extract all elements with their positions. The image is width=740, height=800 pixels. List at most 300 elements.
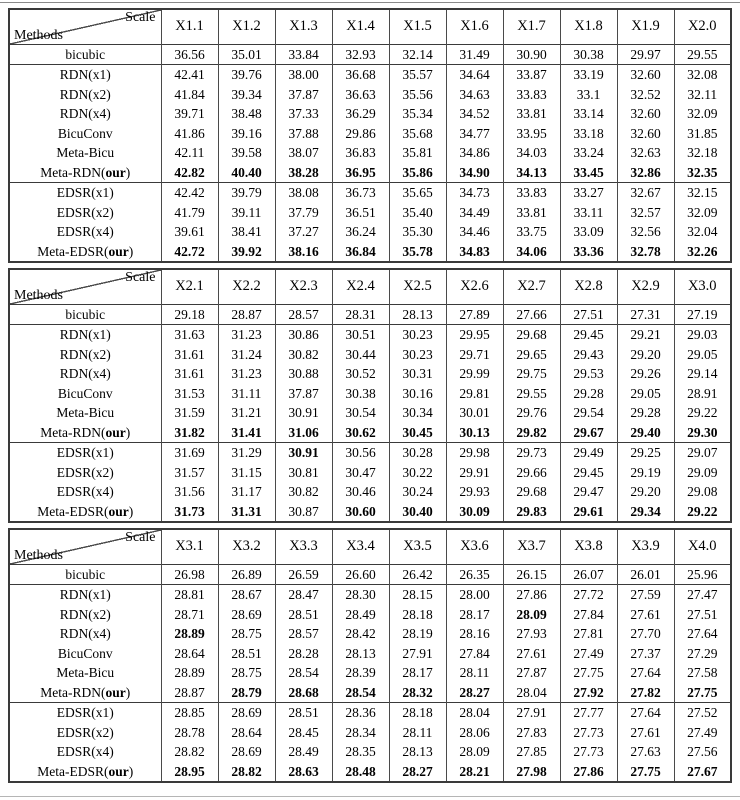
method-name: RDN(x1) [9,65,161,85]
psnr-value: 37.79 [275,203,332,223]
psnr-value: 30.38 [332,384,389,404]
psnr-value: 28.49 [275,742,332,762]
psnr-value: 28.49 [332,605,389,625]
psnr-value: 42.82 [161,163,218,183]
method-group [9,304,731,325]
table-row [9,65,731,85]
psnr-value: 29.05 [617,384,674,404]
psnr-value: 34.52 [446,104,503,124]
method-group [9,443,731,523]
scale-column-header: X1.4 [332,9,389,44]
psnr-value: 26.35 [446,564,503,585]
psnr-value: 34.63 [446,85,503,105]
psnr-value: 28.13 [389,742,446,762]
psnr-value: 28.57 [275,624,332,644]
psnr-value: 38.00 [275,65,332,85]
psnr-value: 30.09 [446,502,503,523]
psnr-value: 33.11 [560,203,617,223]
method-name: Meta-RDN(our) [9,163,161,183]
psnr-value: 30.16 [389,384,446,404]
table-row [9,742,731,762]
psnr-value: 30.52 [332,364,389,384]
psnr-value: 28.51 [275,605,332,625]
psnr-value: 40.40 [218,163,275,183]
table-row [9,703,731,723]
method-name: RDN(x1) [9,325,161,345]
table-row [9,762,731,783]
scale-column-header: X2.6 [446,269,503,304]
psnr-value: 28.06 [446,723,503,743]
scale-column-header: X1.7 [503,9,560,44]
psnr-value: 34.03 [503,143,560,163]
scale-column-header: X2.2 [218,269,275,304]
psnr-value: 31.73 [161,502,218,523]
psnr-value: 27.87 [503,663,560,683]
psnr-value: 28.34 [332,723,389,743]
psnr-value: 30.28 [389,443,446,463]
psnr-value: 36.29 [332,104,389,124]
psnr-value: 32.09 [674,104,731,124]
psnr-value: 33.75 [503,222,560,242]
psnr-value: 36.63 [332,85,389,105]
psnr-value: 31.24 [218,345,275,365]
psnr-value: 28.16 [446,624,503,644]
method-name: EDSR(x4) [9,742,161,762]
psnr-value: 32.11 [674,85,731,105]
psnr-value: 28.95 [161,762,218,783]
top-rule-divider [0,2,740,3]
table-row [9,585,731,605]
table-row [9,624,731,644]
psnr-value: 33.36 [560,242,617,263]
scale-column-header: X3.2 [218,529,275,564]
psnr-value: 30.88 [275,364,332,384]
psnr-value: 38.41 [218,222,275,242]
method-name: EDSR(x2) [9,463,161,483]
table-row [9,242,731,263]
psnr-value: 31.06 [275,423,332,443]
psnr-value: 34.64 [446,65,503,85]
psnr-value: 28.87 [161,683,218,703]
psnr-value: 29.18 [161,304,218,325]
psnr-value: 31.61 [161,364,218,384]
psnr-value: 35.30 [389,222,446,242]
method-name: bicubic [9,564,161,585]
psnr-value: 27.51 [674,605,731,625]
methods-label: Methods [14,547,63,563]
psnr-value: 26.42 [389,564,446,585]
scale-column-header: X1.8 [560,9,617,44]
psnr-value: 30.45 [389,423,446,443]
psnr-value: 31.17 [218,482,275,502]
method-name: RDN(x2) [9,85,161,105]
table-row [9,663,731,683]
method-name: RDN(x2) [9,345,161,365]
psnr-value: 26.89 [218,564,275,585]
psnr-value: 31.49 [446,44,503,65]
psnr-value: 28.36 [332,703,389,723]
psnr-value: 36.51 [332,203,389,223]
psnr-value: 29.05 [674,345,731,365]
psnr-value: 29.22 [674,502,731,523]
psnr-value: 35.34 [389,104,446,124]
psnr-value: 30.60 [332,502,389,523]
psnr-value: 25.96 [674,564,731,585]
psnr-value: 27.29 [674,644,731,664]
method-name: bicubic [9,44,161,65]
psnr-value: 27.82 [617,683,674,703]
psnr-value: 35.86 [389,163,446,183]
method-name: RDN(x1) [9,585,161,605]
psnr-table-x2.1-x3.0 [8,268,732,523]
scale-label: Scale [125,10,156,25]
psnr-value: 32.18 [674,143,731,163]
psnr-value: 31.21 [218,403,275,423]
psnr-value: 29.08 [674,482,731,502]
method-name: BicuConv [9,644,161,664]
psnr-value: 30.90 [503,44,560,65]
psnr-value: 29.68 [503,482,560,502]
method-group [9,703,731,783]
table-row [9,644,731,664]
psnr-value: 29.73 [503,443,560,463]
method-name: bicubic [9,304,161,325]
psnr-value: 30.82 [275,482,332,502]
psnr-value: 31.41 [218,423,275,443]
psnr-value: 29.26 [617,364,674,384]
table-row [9,183,731,203]
psnr-value: 36.24 [332,222,389,242]
psnr-value: 29.28 [560,384,617,404]
scale-label: Scale [125,270,156,285]
psnr-value: 42.42 [161,183,218,203]
psnr-value: 30.54 [332,403,389,423]
psnr-value: 27.19 [674,304,731,325]
psnr-value: 33.84 [275,44,332,65]
psnr-value: 29.07 [674,443,731,463]
scale-column-header: X2.4 [332,269,389,304]
psnr-value: 37.27 [275,222,332,242]
psnr-value: 30.86 [275,325,332,345]
method-group [9,65,731,183]
psnr-value: 29.66 [503,463,560,483]
psnr-value: 29.53 [560,364,617,384]
psnr-value: 28.28 [275,644,332,664]
psnr-value: 33.83 [503,85,560,105]
psnr-value: 27.85 [503,742,560,762]
psnr-value: 34.90 [446,163,503,183]
psnr-value: 28.27 [389,762,446,783]
scale-column-header: X3.9 [617,529,674,564]
psnr-value: 27.89 [446,304,503,325]
psnr-value: 29.25 [617,443,674,463]
psnr-value: 29.45 [560,463,617,483]
table-row [9,564,731,585]
psnr-value: 32.04 [674,222,731,242]
psnr-value: 31.57 [161,463,218,483]
psnr-value: 27.67 [674,762,731,783]
psnr-value: 28.35 [332,742,389,762]
psnr-value: 41.86 [161,124,218,144]
method-name: RDN(x4) [9,364,161,384]
method-name: RDN(x4) [9,104,161,124]
table-row [9,384,731,404]
scale-label: Scale [125,530,156,545]
psnr-value: 32.86 [617,163,674,183]
psnr-value: 37.87 [275,384,332,404]
table-row [9,104,731,124]
psnr-value: 27.56 [674,742,731,762]
psnr-value: 28.69 [218,742,275,762]
psnr-value: 39.92 [218,242,275,263]
psnr-value: 30.51 [332,325,389,345]
psnr-value: 28.30 [332,585,389,605]
method-name: EDSR(x1) [9,703,161,723]
scale-column-header: X3.1 [161,529,218,564]
psnr-value: 28.81 [161,585,218,605]
psnr-value: 28.91 [674,384,731,404]
psnr-value: 26.15 [503,564,560,585]
scale-column-header: X3.8 [560,529,617,564]
psnr-value: 33.87 [503,65,560,85]
scale-column-header: X2.9 [617,269,674,304]
psnr-value: 28.31 [332,304,389,325]
psnr-value: 27.86 [560,762,617,783]
psnr-value: 29.81 [446,384,503,404]
psnr-value: 28.09 [446,742,503,762]
psnr-value: 31.29 [218,443,275,463]
psnr-value: 34.46 [446,222,503,242]
psnr-value: 28.17 [389,663,446,683]
psnr-value: 28.18 [389,605,446,625]
psnr-value: 32.52 [617,85,674,105]
psnr-value: 38.48 [218,104,275,124]
psnr-value: 27.73 [560,742,617,762]
psnr-value: 33.83 [503,183,560,203]
scale-column-header: X3.0 [674,269,731,304]
psnr-value: 27.51 [560,304,617,325]
psnr-value: 32.60 [617,65,674,85]
psnr-value: 35.40 [389,203,446,223]
psnr-value: 36.84 [332,242,389,263]
psnr-table-x1.1-x2.0 [8,8,732,263]
psnr-value: 32.93 [332,44,389,65]
bottom-rule-divider [0,796,740,797]
psnr-value: 39.16 [218,124,275,144]
method-group [9,183,731,263]
psnr-value: 27.49 [674,723,731,743]
method-name: BicuConv [9,384,161,404]
psnr-value: 27.75 [617,762,674,783]
psnr-value: 28.11 [446,663,503,683]
psnr-value: 30.40 [389,502,446,523]
results-tables-container [8,8,732,788]
psnr-value: 31.63 [161,325,218,345]
psnr-value: 32.15 [674,183,731,203]
psnr-value: 35.56 [389,85,446,105]
psnr-value: 28.32 [389,683,446,703]
psnr-value: 28.67 [218,585,275,605]
psnr-value: 42.41 [161,65,218,85]
methods-label: Methods [14,27,63,43]
method-name: EDSR(x4) [9,482,161,502]
psnr-value: 29.99 [446,364,503,384]
psnr-value: 37.87 [275,85,332,105]
psnr-value: 30.87 [275,502,332,523]
psnr-value: 29.09 [674,463,731,483]
psnr-value: 32.67 [617,183,674,203]
scale-methods-diagonal-header [9,529,161,564]
scale-methods-diagonal-header [9,269,161,304]
psnr-value: 28.75 [218,624,275,644]
table-row [9,345,731,365]
psnr-value: 39.79 [218,183,275,203]
method-name: Meta-Bicu [9,663,161,683]
psnr-value: 27.84 [446,644,503,664]
table-row [9,203,731,223]
psnr-value: 33.09 [560,222,617,242]
psnr-value: 28.09 [503,605,560,625]
psnr-value: 29.40 [617,423,674,443]
psnr-value: 32.26 [674,242,731,263]
psnr-table-x3.1-x4.0 [8,528,732,783]
psnr-value: 29.55 [674,44,731,65]
psnr-value: 28.04 [446,703,503,723]
psnr-value: 26.07 [560,564,617,585]
psnr-value: 31.11 [218,384,275,404]
psnr-value: 27.84 [560,605,617,625]
psnr-value: 35.81 [389,143,446,163]
psnr-value: 28.54 [275,663,332,683]
psnr-value: 29.86 [332,124,389,144]
psnr-value: 29.30 [674,423,731,443]
psnr-value: 28.13 [389,304,446,325]
psnr-value: 30.34 [389,403,446,423]
table-row [9,163,731,183]
psnr-value: 28.51 [218,644,275,664]
psnr-value: 27.91 [503,703,560,723]
psnr-value: 29.43 [560,345,617,365]
psnr-value: 29.71 [446,345,503,365]
psnr-value: 27.83 [503,723,560,743]
psnr-value: 28.04 [503,683,560,703]
psnr-value: 31.69 [161,443,218,463]
psnr-value: 33.18 [560,124,617,144]
psnr-value: 41.84 [161,85,218,105]
psnr-value: 29.47 [560,482,617,502]
psnr-value: 27.75 [560,663,617,683]
table-row [9,304,731,325]
psnr-value: 29.55 [503,384,560,404]
psnr-value: 35.01 [218,44,275,65]
scale-column-header: X2.1 [161,269,218,304]
psnr-value: 32.78 [617,242,674,263]
psnr-value: 33.14 [560,104,617,124]
method-name: EDSR(x2) [9,203,161,223]
psnr-value: 26.01 [617,564,674,585]
scale-column-header: X2.0 [674,9,731,44]
scale-column-header: X3.3 [275,529,332,564]
psnr-value: 27.91 [389,644,446,664]
psnr-value: 27.63 [617,742,674,762]
psnr-value: 28.78 [161,723,218,743]
psnr-value: 34.73 [446,183,503,203]
psnr-value: 36.68 [332,65,389,85]
psnr-value: 28.13 [332,644,389,664]
psnr-value: 39.11 [218,203,275,223]
psnr-value: 33.24 [560,143,617,163]
psnr-value: 35.65 [389,183,446,203]
psnr-value: 30.38 [560,44,617,65]
psnr-value: 27.77 [560,703,617,723]
scale-column-header: X3.5 [389,529,446,564]
psnr-value: 31.82 [161,423,218,443]
scale-column-header: X3.4 [332,529,389,564]
method-name: EDSR(x1) [9,183,161,203]
psnr-value: 28.82 [161,742,218,762]
methods-label: Methods [14,287,63,303]
method-name: RDN(x2) [9,605,161,625]
psnr-value: 30.31 [389,364,446,384]
psnr-value: 28.45 [275,723,332,743]
psnr-value: 28.15 [389,585,446,605]
psnr-value: 26.60 [332,564,389,585]
psnr-value: 29.65 [503,345,560,365]
psnr-value: 31.56 [161,482,218,502]
psnr-value: 33.95 [503,124,560,144]
psnr-value: 29.28 [617,403,674,423]
psnr-value: 28.64 [161,644,218,664]
psnr-value: 28.18 [389,703,446,723]
psnr-value: 27.59 [617,585,674,605]
method-name: EDSR(x1) [9,443,161,463]
psnr-value: 28.75 [218,663,275,683]
psnr-value: 27.64 [617,703,674,723]
psnr-value: 28.69 [218,703,275,723]
psnr-value: 29.20 [617,345,674,365]
psnr-value: 38.08 [275,183,332,203]
psnr-value: 42.72 [161,242,218,263]
psnr-value: 27.73 [560,723,617,743]
psnr-value: 39.71 [161,104,218,124]
psnr-value: 30.01 [446,403,503,423]
psnr-value: 27.61 [617,723,674,743]
scale-column-header: X3.7 [503,529,560,564]
scale-column-header: X3.6 [446,529,503,564]
method-name: BicuConv [9,124,161,144]
psnr-value: 31.15 [218,463,275,483]
psnr-value: 29.61 [560,502,617,523]
psnr-value: 29.76 [503,403,560,423]
psnr-value: 28.64 [218,723,275,743]
psnr-value: 36.73 [332,183,389,203]
method-name: Meta-Bicu [9,143,161,163]
psnr-value: 30.13 [446,423,503,443]
psnr-value: 38.07 [275,143,332,163]
psnr-value: 34.49 [446,203,503,223]
psnr-value: 29.67 [560,423,617,443]
psnr-value: 27.93 [503,624,560,644]
psnr-value: 32.63 [617,143,674,163]
psnr-value: 28.51 [275,703,332,723]
psnr-value: 28.85 [161,703,218,723]
psnr-value: 31.31 [218,502,275,523]
psnr-value: 29.14 [674,364,731,384]
psnr-value: 28.87 [218,304,275,325]
psnr-value: 31.85 [674,124,731,144]
psnr-value: 30.81 [275,463,332,483]
table-row [9,222,731,242]
